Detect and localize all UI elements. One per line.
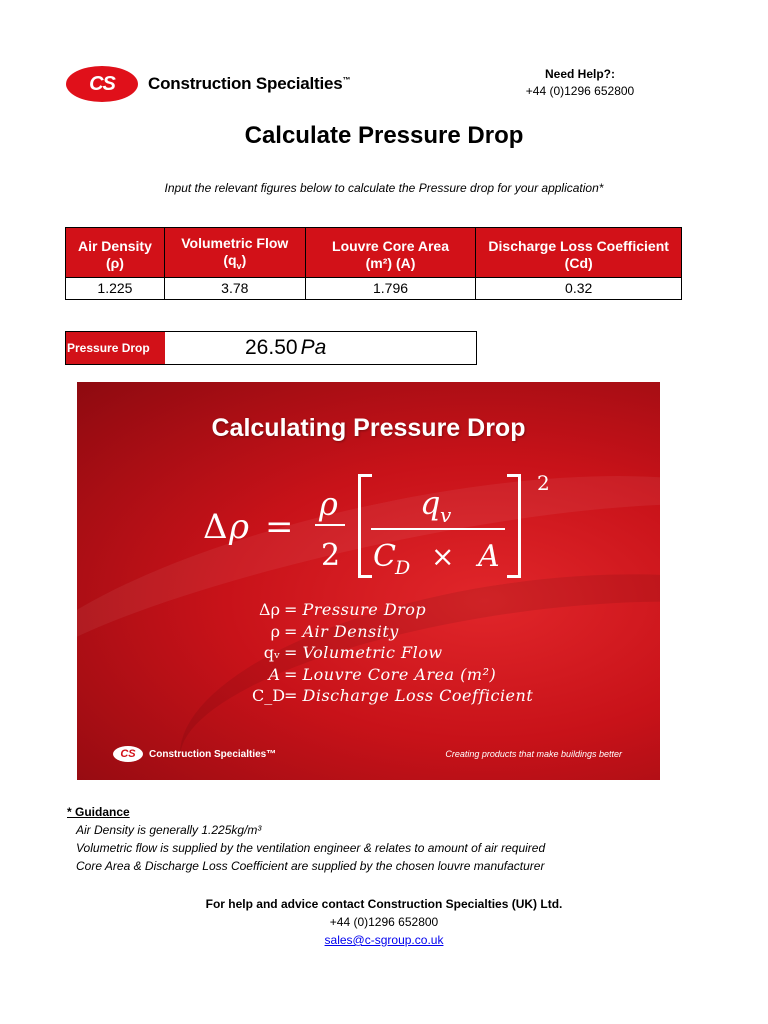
banner-logo: [113, 746, 276, 762]
header-vf-close: ): [241, 252, 247, 268]
legend-row: C_D= Discharge Loss Coefficient: [252, 686, 534, 705]
pressure-drop-unit: Pa: [300, 336, 327, 359]
trademark-symbol: ™: [342, 75, 351, 85]
logo-company-name: Construction Specialties: [148, 74, 343, 93]
formula-banner-image: [77, 382, 660, 780]
header-core-area: [305, 228, 476, 278]
contact-section: [0, 895, 768, 949]
cs-logo-mark: [66, 66, 138, 102]
intro-text: Input the relevant figures below to calculate the Pressure drop for your application*: [164, 181, 604, 195]
svg-text:C: C: [373, 539, 396, 574]
header-air-density-label: Air Density: [77, 237, 152, 254]
help-box: [500, 66, 660, 100]
guidance-title: * Guidance: [67, 805, 130, 819]
page-title: Calculate Pressure Drop: [244, 122, 524, 149]
help-phone: +44 (0)1296 652800: [525, 84, 635, 98]
legend-desc: Air Density: [302, 621, 399, 641]
company-logo: [66, 66, 350, 102]
svg-text:D: D: [395, 557, 411, 579]
pressure-drop-value: 26.50: [245, 336, 298, 359]
guidance-line: Volumetric flow is supplied by the ventilation engineer & relates to amount of air required: [76, 841, 546, 855]
header-vf-sub: v: [236, 260, 242, 271]
discharge-coefficient-input[interactable]: 0.32: [476, 277, 682, 299]
contact-email-link[interactable]: sales@c-sgroup.co.uk: [324, 933, 444, 947]
logo-mark-text: CS: [89, 73, 115, 95]
legend-symbol: C_D: [252, 686, 286, 705]
svg-text:=: =: [265, 507, 294, 547]
header-volumetric-flow-label: Volumetric Flow: [181, 235, 289, 251]
header-discharge-label: Discharge Loss Coefficient: [488, 237, 669, 254]
guidance-line: Air Density is generally 1.225kg/m³: [76, 823, 262, 837]
pressure-drop-result: [65, 331, 477, 365]
svg-text:ρ: ρ: [319, 485, 338, 523]
banner-logo-mark: CS: [113, 746, 143, 762]
guidance-section: [67, 803, 545, 875]
legend-desc: Discharge Loss Coefficient: [302, 686, 534, 705]
formula-legend: [252, 600, 533, 708]
pressure-drop-formula: [77, 470, 660, 590]
header-air-density: [66, 228, 165, 278]
core-area-input[interactable]: 1.796: [305, 277, 476, 299]
input-header-row: [66, 228, 682, 278]
svg-text:A: A: [478, 539, 500, 574]
input-value-row: [66, 277, 682, 299]
legend-row: Δρ = Pressure Drop: [252, 600, 533, 622]
legend-symbol: Δρ: [259, 600, 280, 619]
svg-text:×: ×: [431, 540, 455, 573]
banner-title: Calculating Pressure Drop: [211, 414, 526, 442]
header-core-area-symbol: (m²) (A): [365, 254, 416, 271]
contact-title: For help and advice contact Construction Specialties (UK) Ltd.: [205, 897, 563, 911]
svg-text:2: 2: [537, 471, 550, 495]
header-volumetric-flow: [164, 228, 305, 278]
pressure-drop-label: Pressure Drop: [66, 332, 165, 364]
header-vf-open: (q: [223, 252, 237, 268]
pressure-drop-output: [165, 332, 476, 364]
logo-wordmark: [148, 74, 350, 94]
legend-desc: Volumetric Flow: [302, 643, 443, 662]
legend-symbol: ρ: [270, 621, 280, 641]
banner-tagline: Creating products that make buildings better: [445, 749, 622, 759]
legend-desc: Pressure Drop: [302, 600, 427, 619]
guidance-line: Core Area & Discharge Loss Coefficient are supplied by the chosen louvre manufacturer: [76, 859, 545, 873]
svg-text:ρ: ρ: [229, 507, 249, 547]
input-table: [65, 227, 682, 300]
air-density-input[interactable]: 1.225: [66, 277, 165, 299]
svg-text:q: q: [420, 484, 441, 522]
svg-text:v: v: [440, 503, 452, 527]
header-volumetric-flow-symbol: [167, 252, 303, 275]
volumetric-flow-input[interactable]: 3.78: [164, 277, 305, 299]
banner-logo-text: Construction Specialties™: [149, 748, 277, 760]
header-core-area-label: Louvre Core Area: [332, 237, 449, 254]
legend-row: A = Louvre Core Area (m²): [252, 665, 533, 687]
legend-row: ρ = Air Density: [252, 622, 533, 644]
legend-row: qᵥ = Volumetric Flow: [252, 643, 533, 665]
header-air-density-symbol: (ρ): [105, 254, 124, 271]
help-title: Need Help?:: [544, 67, 615, 81]
header-discharge-coefficient: [476, 228, 682, 278]
header-discharge-symbol: (Cd): [564, 254, 593, 271]
svg-text:Δ: Δ: [203, 507, 228, 547]
legend-symbol: A: [268, 664, 280, 684]
svg-text:2: 2: [321, 538, 341, 573]
legend-symbol: qᵥ: [263, 643, 280, 662]
legend-desc: Louvre Core Area (m²): [302, 664, 497, 684]
contact-phone: +44 (0)1296 652800: [329, 915, 439, 929]
